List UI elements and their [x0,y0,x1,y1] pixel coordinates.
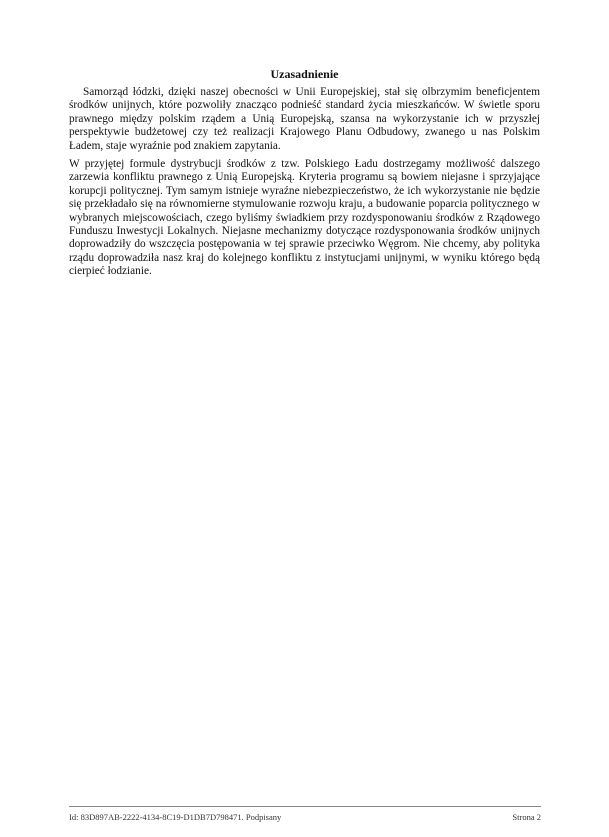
document-id: Id: 83D897AB-2222-4134-8C19-D1DB7D798471. Podpisany [69,812,282,822]
page-footer [69,806,541,822]
page-number: Strona 2 [512,812,541,822]
document-title: Uzasadnienie [270,67,339,81]
paragraph-1: Samorząd łódzki, dzięki naszej obecności w Unii Europejskiej, stał się olbrzymim beneficjentem środków unijnych, które pozwoliły znacząco podnieść standard życia mieszkańców. W świetle sporu prawnego między polskim rządem a Unią Europejską, szansa na wykorzystanie ich w przyszłej perspektywie budżetowej czy też realizacji Krajowego Planu Odbudowy, zwanego u nas Polskim Ładem, staje wyraźnie pod znakiem zapytania. [69,86,540,152]
document-body [69,67,540,284]
paragraph-2: W przyjętej formule dystrybucji środków z tzw. Polskiego Ładu dostrzegamy możliwość dalszego zarzewia konfliktu prawnego z Unią Europejską. Kryteria programu są bowiem niejasne i sprzyjające korupcji politycznej. Tym samym istnieje wyraźne niebezpieczeństwo, że ich wykorzystanie nie będzie się przekładało się na równomierne stymulowanie rozwoju kraju, a budowanie poparcia politycznego w wybranych miejscowościach, czego byliśmy świadkiem przy rozdysponowaniu środków z Rządowego Funduszu Inwestycji Lokalnych. Niejasne mechanizmy dotyczące rozdysponowania środków unijnych doprowadziły do wszczęcia postępowania w tej sprawie przeciwko Węgrom. Nie chcemy, aby polityka rządu doprowadziła nasz kraj do kolejnego konfliktu z instytucjami unijnymi, w wyniku którego będą cierpieć łodzianie. [69,158,540,278]
